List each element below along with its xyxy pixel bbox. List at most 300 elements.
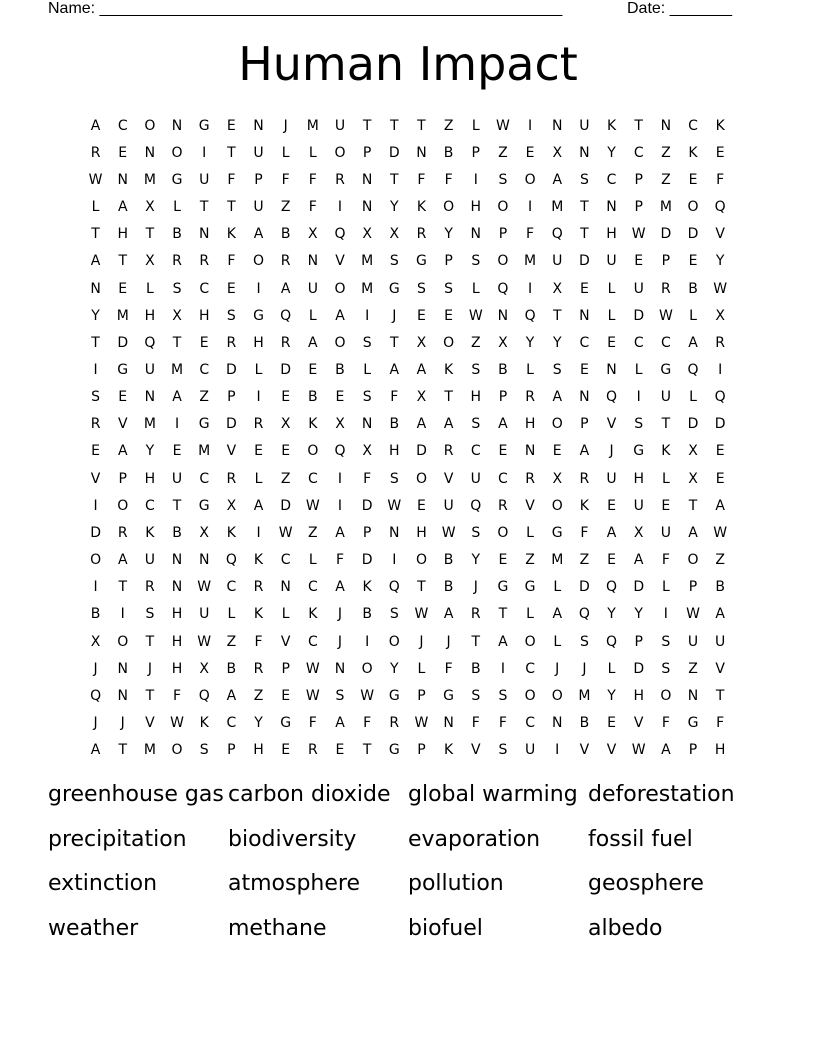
- grid-letter[interactable]: I: [256, 389, 261, 406]
- grid-letter[interactable]: M: [143, 171, 156, 188]
- grid-letter[interactable]: H: [470, 389, 482, 406]
- grid-letter[interactable]: K: [308, 606, 318, 623]
- grid-letter[interactable]: H: [198, 307, 210, 324]
- grid-letter[interactable]: G: [660, 361, 672, 378]
- grid-letter[interactable]: U: [334, 117, 346, 134]
- grid-letter[interactable]: L: [661, 470, 670, 487]
- grid-letter[interactable]: P: [498, 389, 508, 406]
- grid-letter[interactable]: T: [362, 742, 372, 759]
- grid-letter[interactable]: B: [470, 660, 481, 677]
- grid-letter[interactable]: R: [416, 226, 427, 243]
- grid-letter[interactable]: D: [687, 416, 699, 433]
- grid-letter[interactable]: A: [688, 334, 698, 351]
- grid-letter[interactable]: T: [118, 742, 128, 759]
- grid-letter[interactable]: J: [337, 633, 343, 650]
- grid-letter[interactable]: N: [144, 144, 156, 161]
- grid-letter[interactable]: F: [308, 171, 317, 188]
- grid-letter[interactable]: A: [579, 443, 590, 460]
- grid-letter[interactable]: I: [365, 633, 370, 650]
- grid-letter[interactable]: S: [498, 687, 508, 704]
- grid-letter[interactable]: C: [633, 144, 644, 161]
- grid-letter[interactable]: D: [117, 334, 129, 351]
- grid-letter[interactable]: W: [631, 226, 646, 243]
- grid-letter[interactable]: F: [308, 715, 317, 732]
- grid-letter[interactable]: F: [254, 633, 263, 650]
- grid-letter[interactable]: Q: [470, 497, 482, 514]
- grid-letter[interactable]: D: [633, 660, 645, 677]
- grid-letter[interactable]: E: [335, 742, 345, 759]
- grid-letter[interactable]: Y: [91, 307, 100, 324]
- grid-letter[interactable]: Y: [145, 443, 155, 460]
- grid-letter[interactable]: X: [90, 633, 101, 650]
- grid-letter[interactable]: O: [687, 552, 699, 569]
- grid-letter[interactable]: A: [90, 742, 101, 759]
- grid-letter[interactable]: E: [715, 470, 725, 487]
- grid-letter[interactable]: O: [524, 171, 536, 188]
- grid-letter[interactable]: E: [281, 687, 291, 704]
- grid-letter[interactable]: X: [416, 334, 427, 351]
- grid-letter[interactable]: O: [660, 687, 672, 704]
- grid-letter[interactable]: A: [552, 171, 563, 188]
- grid-letter[interactable]: E: [525, 144, 535, 161]
- grid-letter[interactable]: G: [171, 171, 183, 188]
- grid-letter[interactable]: G: [388, 687, 400, 704]
- grid-letter[interactable]: T: [227, 144, 236, 161]
- grid-letter[interactable]: W: [414, 715, 429, 732]
- grid-letter[interactable]: L: [308, 144, 317, 161]
- grid-letter[interactable]: O: [497, 253, 509, 270]
- grid-letter[interactable]: B: [389, 416, 400, 433]
- grid-letter[interactable]: F: [661, 552, 670, 569]
- grid-letter[interactable]: S: [444, 280, 454, 297]
- grid-letter[interactable]: F: [417, 171, 426, 188]
- grid-letter[interactable]: X: [416, 389, 427, 406]
- grid-letter[interactable]: F: [444, 171, 453, 188]
- grid-letter[interactable]: C: [525, 715, 535, 732]
- grid-letter[interactable]: Y: [607, 144, 616, 161]
- grid-letter[interactable]: N: [660, 117, 672, 134]
- grid-letter[interactable]: Y: [715, 253, 725, 270]
- grid-letter[interactable]: C: [606, 171, 617, 188]
- grid-letter[interactable]: U: [144, 361, 156, 378]
- grid-letter[interactable]: J: [555, 660, 560, 677]
- grid-letter[interactable]: A: [498, 416, 508, 433]
- grid-letter[interactable]: T: [172, 334, 182, 351]
- grid-letter[interactable]: E: [226, 117, 236, 134]
- grid-letter[interactable]: D: [225, 361, 237, 378]
- grid-letter[interactable]: M: [306, 117, 319, 134]
- grid-letter[interactable]: P: [661, 253, 671, 270]
- grid-letter[interactable]: Z: [525, 552, 535, 569]
- grid-letter[interactable]: T: [362, 117, 372, 134]
- grid-letter[interactable]: U: [524, 742, 536, 759]
- grid-letter[interactable]: U: [660, 389, 671, 406]
- grid-letter[interactable]: F: [716, 171, 725, 188]
- grid-letter[interactable]: V: [145, 715, 155, 732]
- grid-letter[interactable]: T: [417, 117, 426, 134]
- grid-letter[interactable]: U: [579, 117, 590, 134]
- grid-letter[interactable]: U: [253, 144, 264, 161]
- grid-letter[interactable]: K: [416, 199, 427, 216]
- grid-letter[interactable]: T: [145, 226, 155, 243]
- grid-letter[interactable]: O: [415, 470, 427, 487]
- grid-letter[interactable]: N: [144, 389, 156, 406]
- grid-letter[interactable]: S: [389, 470, 399, 487]
- grid-letter[interactable]: F: [363, 470, 372, 487]
- grid-letter[interactable]: R: [660, 280, 671, 297]
- grid-letter[interactable]: D: [660, 226, 672, 243]
- grid-letter[interactable]: V: [606, 416, 617, 433]
- grid-letter[interactable]: H: [524, 416, 536, 433]
- grid-letter[interactable]: Z: [226, 633, 237, 650]
- grid-letter[interactable]: L: [173, 199, 181, 216]
- grid-letter[interactable]: U: [307, 280, 318, 297]
- grid-letter[interactable]: K: [226, 524, 236, 541]
- grid-letter[interactable]: Y: [607, 606, 616, 623]
- grid-letter[interactable]: O: [334, 144, 346, 161]
- grid-letter[interactable]: C: [199, 280, 210, 297]
- grid-letter[interactable]: W: [387, 497, 402, 514]
- grid-letter[interactable]: W: [305, 497, 320, 514]
- grid-letter[interactable]: N: [606, 199, 617, 216]
- grid-letter[interactable]: E: [498, 552, 508, 569]
- grid-letter[interactable]: A: [552, 606, 563, 623]
- grid-letter[interactable]: F: [308, 199, 317, 216]
- grid-letter[interactable]: Y: [390, 199, 399, 216]
- grid-letter[interactable]: O: [171, 742, 183, 759]
- grid-letter[interactable]: C: [280, 552, 291, 569]
- grid-letter[interactable]: K: [199, 715, 209, 732]
- grid-letter[interactable]: X: [552, 470, 563, 487]
- grid-letter[interactable]: I: [93, 497, 98, 514]
- grid-letter[interactable]: N: [470, 226, 481, 243]
- grid-letter[interactable]: K: [579, 497, 589, 514]
- grid-letter[interactable]: A: [308, 334, 318, 351]
- grid-letter[interactable]: D: [90, 524, 101, 541]
- grid-letter[interactable]: N: [171, 579, 183, 596]
- grid-letter[interactable]: I: [337, 199, 343, 216]
- grid-letter[interactable]: E: [634, 253, 644, 270]
- grid-letter[interactable]: P: [417, 742, 426, 759]
- grid-letter[interactable]: F: [526, 226, 535, 243]
- grid-letter[interactable]: V: [633, 715, 644, 732]
- grid-letter[interactable]: B: [280, 226, 291, 243]
- grid-letter[interactable]: E: [417, 307, 426, 324]
- grid-letter[interactable]: J: [473, 579, 478, 596]
- grid-letter[interactable]: N: [524, 443, 536, 460]
- grid-letter[interactable]: E: [444, 307, 454, 324]
- grid-letter[interactable]: Q: [714, 199, 726, 216]
- grid-letter[interactable]: P: [634, 199, 643, 216]
- grid-letter[interactable]: H: [470, 199, 482, 216]
- grid-letter[interactable]: J: [337, 606, 343, 623]
- grid-letter[interactable]: N: [198, 552, 210, 569]
- grid-letter[interactable]: O: [524, 687, 536, 704]
- grid-letter[interactable]: K: [226, 226, 236, 243]
- grid-letter[interactable]: L: [526, 606, 534, 623]
- grid-letter[interactable]: K: [444, 361, 454, 378]
- grid-letter[interactable]: W: [713, 280, 728, 297]
- grid-letter[interactable]: I: [256, 524, 261, 541]
- grid-letter[interactable]: L: [227, 606, 236, 623]
- grid-letter[interactable]: D: [714, 416, 726, 433]
- grid-letter[interactable]: I: [528, 199, 533, 216]
- grid-letter[interactable]: P: [471, 144, 480, 161]
- grid-letter[interactable]: T: [91, 334, 100, 351]
- grid-letter[interactable]: E: [552, 443, 562, 460]
- grid-letter[interactable]: L: [661, 579, 670, 596]
- grid-letter[interactable]: D: [633, 307, 645, 324]
- grid-letter[interactable]: T: [580, 199, 589, 216]
- grid-letter[interactable]: O: [497, 524, 509, 541]
- grid-letter[interactable]: O: [307, 443, 319, 460]
- grid-letter[interactable]: V: [606, 742, 617, 759]
- grid-letter[interactable]: T: [417, 579, 426, 596]
- grid-letter[interactable]: Q: [90, 687, 102, 704]
- grid-letter[interactable]: F: [227, 171, 236, 188]
- grid-letter[interactable]: P: [688, 579, 698, 596]
- grid-letter[interactable]: A: [443, 416, 454, 433]
- grid-letter[interactable]: N: [361, 416, 373, 433]
- grid-letter[interactable]: G: [117, 361, 129, 378]
- grid-letter[interactable]: R: [280, 253, 291, 270]
- grid-letter[interactable]: F: [173, 687, 182, 704]
- grid-letter[interactable]: G: [443, 687, 455, 704]
- grid-letter[interactable]: K: [444, 742, 454, 759]
- grid-letter[interactable]: O: [551, 416, 563, 433]
- grid-letter[interactable]: W: [197, 579, 212, 596]
- grid-letter[interactable]: D: [633, 579, 645, 596]
- grid-letter[interactable]: W: [441, 524, 456, 541]
- grid-letter[interactable]: P: [227, 742, 236, 759]
- grid-letter[interactable]: L: [634, 361, 643, 378]
- grid-letter[interactable]: G: [198, 117, 210, 134]
- grid-letter[interactable]: Z: [688, 660, 698, 677]
- grid-letter[interactable]: C: [579, 334, 590, 351]
- grid-letter[interactable]: E: [335, 389, 345, 406]
- grid-letter[interactable]: N: [171, 552, 183, 569]
- grid-letter[interactable]: L: [553, 633, 562, 650]
- grid-letter[interactable]: H: [389, 443, 400, 460]
- grid-letter[interactable]: P: [634, 171, 643, 188]
- grid-letter[interactable]: Q: [334, 226, 346, 243]
- grid-letter[interactable]: Z: [661, 144, 671, 161]
- grid-letter[interactable]: C: [307, 633, 318, 650]
- grid-letter[interactable]: N: [443, 715, 454, 732]
- grid-letter[interactable]: T: [199, 199, 209, 216]
- grid-letter[interactable]: P: [444, 253, 453, 270]
- grid-letter[interactable]: S: [634, 416, 644, 433]
- grid-letter[interactable]: P: [417, 687, 426, 704]
- grid-letter[interactable]: U: [633, 280, 644, 297]
- grid-letter[interactable]: S: [498, 171, 508, 188]
- grid-letter[interactable]: B: [172, 226, 182, 243]
- grid-letter[interactable]: R: [307, 742, 318, 759]
- grid-letter[interactable]: B: [362, 606, 372, 623]
- grid-letter[interactable]: B: [443, 552, 454, 569]
- grid-letter[interactable]: Q: [524, 307, 536, 324]
- grid-letter[interactable]: U: [199, 606, 210, 623]
- grid-letter[interactable]: D: [225, 416, 237, 433]
- grid-letter[interactable]: U: [660, 524, 671, 541]
- grid-letter[interactable]: U: [715, 633, 726, 650]
- grid-letter[interactable]: N: [416, 144, 427, 161]
- grid-letter[interactable]: N: [687, 687, 699, 704]
- grid-letter[interactable]: O: [144, 117, 156, 134]
- grid-letter[interactable]: U: [443, 497, 454, 514]
- grid-letter[interactable]: U: [633, 497, 644, 514]
- grid-letter[interactable]: V: [90, 470, 101, 487]
- grid-letter[interactable]: L: [363, 361, 372, 378]
- grid-letter[interactable]: D: [280, 497, 292, 514]
- grid-letter[interactable]: N: [551, 117, 563, 134]
- grid-letter[interactable]: L: [526, 361, 534, 378]
- grid-letter[interactable]: N: [280, 579, 291, 596]
- grid-letter[interactable]: E: [498, 443, 508, 460]
- grid-letter[interactable]: L: [526, 524, 534, 541]
- grid-letter[interactable]: D: [416, 443, 427, 460]
- grid-letter[interactable]: C: [525, 660, 535, 677]
- grid-letter[interactable]: B: [715, 579, 725, 596]
- grid-letter[interactable]: S: [579, 633, 589, 650]
- grid-letter[interactable]: W: [496, 117, 510, 134]
- grid-letter[interactable]: L: [607, 660, 616, 677]
- grid-letter[interactable]: U: [606, 253, 617, 270]
- grid-letter[interactable]: R: [253, 660, 264, 677]
- grid-letter[interactable]: H: [171, 606, 183, 623]
- grid-letter[interactable]: T: [390, 334, 399, 351]
- grid-letter[interactable]: L: [91, 199, 100, 216]
- grid-letter[interactable]: Y: [390, 660, 399, 677]
- grid-letter[interactable]: T: [172, 497, 182, 514]
- grid-letter[interactable]: X: [362, 443, 372, 460]
- grid-letter[interactable]: X: [335, 416, 345, 433]
- grid-letter[interactable]: P: [634, 633, 643, 650]
- grid-letter[interactable]: E: [281, 742, 291, 759]
- grid-letter[interactable]: A: [552, 389, 563, 406]
- grid-letter[interactable]: C: [117, 117, 128, 134]
- grid-letter[interactable]: Y: [607, 687, 616, 704]
- grid-letter[interactable]: D: [361, 552, 373, 569]
- grid-letter[interactable]: F: [471, 715, 480, 732]
- grid-letter[interactable]: R: [715, 334, 726, 351]
- grid-letter[interactable]: E: [579, 361, 589, 378]
- grid-letter[interactable]: B: [443, 144, 454, 161]
- grid-letter[interactable]: N: [389, 524, 400, 541]
- grid-letter[interactable]: B: [688, 280, 698, 297]
- grid-letter[interactable]: X: [199, 660, 209, 677]
- grid-letter[interactable]: Z: [470, 334, 481, 351]
- grid-letter[interactable]: S: [145, 606, 155, 623]
- grid-letter[interactable]: T: [471, 633, 481, 650]
- grid-letter[interactable]: V: [335, 253, 345, 270]
- grid-letter[interactable]: F: [498, 715, 507, 732]
- grid-letter[interactable]: S: [661, 660, 671, 677]
- grid-letter[interactable]: H: [633, 470, 644, 487]
- grid-letter[interactable]: T: [118, 253, 128, 270]
- grid-letter[interactable]: X: [552, 144, 563, 161]
- grid-letter[interactable]: S: [362, 334, 372, 351]
- grid-letter[interactable]: T: [661, 416, 671, 433]
- grid-letter[interactable]: K: [715, 117, 725, 134]
- grid-letter[interactable]: H: [714, 742, 726, 759]
- grid-letter[interactable]: H: [171, 660, 183, 677]
- grid-letter[interactable]: S: [199, 742, 209, 759]
- grid-letter[interactable]: T: [91, 226, 100, 243]
- grid-letter[interactable]: F: [716, 715, 725, 732]
- grid-letter[interactable]: Z: [498, 144, 508, 161]
- grid-letter[interactable]: Y: [444, 226, 453, 243]
- grid-letter[interactable]: J: [446, 633, 451, 650]
- grid-letter[interactable]: H: [144, 470, 156, 487]
- grid-letter[interactable]: Q: [606, 579, 618, 596]
- grid-letter[interactable]: X: [715, 307, 725, 324]
- grid-letter[interactable]: M: [143, 416, 156, 433]
- grid-letter[interactable]: R: [117, 524, 128, 541]
- grid-letter[interactable]: W: [686, 606, 700, 623]
- grid-letter[interactable]: E: [715, 144, 725, 161]
- grid-letter[interactable]: U: [199, 171, 210, 188]
- grid-letter[interactable]: L: [553, 579, 562, 596]
- grid-letter[interactable]: C: [226, 579, 237, 596]
- grid-letter[interactable]: Q: [606, 633, 618, 650]
- grid-letter[interactable]: C: [199, 361, 210, 378]
- grid-letter[interactable]: J: [93, 715, 98, 732]
- grid-letter[interactable]: C: [145, 497, 155, 514]
- grid-letter[interactable]: X: [308, 226, 318, 243]
- grid-letter[interactable]: O: [443, 199, 455, 216]
- grid-letter[interactable]: E: [579, 280, 589, 297]
- grid-letter[interactable]: Z: [280, 470, 291, 487]
- grid-letter[interactable]: I: [93, 579, 98, 596]
- grid-letter[interactable]: V: [280, 633, 291, 650]
- grid-letter[interactable]: A: [416, 361, 427, 378]
- grid-letter[interactable]: D: [579, 253, 590, 270]
- grid-letter[interactable]: N: [198, 226, 210, 243]
- grid-letter[interactable]: S: [471, 416, 481, 433]
- grid-letter[interactable]: E: [308, 361, 318, 378]
- grid-letter[interactable]: A: [335, 579, 345, 596]
- grid-letter[interactable]: S: [362, 389, 372, 406]
- grid-letter[interactable]: I: [202, 144, 207, 161]
- grid-letter[interactable]: A: [335, 524, 345, 541]
- grid-letter[interactable]: T: [715, 687, 725, 704]
- grid-letter[interactable]: T: [118, 579, 128, 596]
- grid-letter[interactable]: V: [443, 470, 454, 487]
- grid-letter[interactable]: U: [552, 253, 563, 270]
- grid-letter[interactable]: Z: [443, 117, 454, 134]
- grid-letter[interactable]: R: [335, 171, 345, 188]
- grid-letter[interactable]: A: [90, 253, 101, 270]
- grid-letter[interactable]: R: [253, 416, 264, 433]
- grid-letter[interactable]: X: [280, 416, 291, 433]
- grid-letter[interactable]: O: [551, 497, 563, 514]
- grid-letter[interactable]: C: [660, 334, 671, 351]
- grid-letter[interactable]: Y: [471, 552, 481, 569]
- grid-letter[interactable]: X: [498, 334, 508, 351]
- grid-letter[interactable]: E: [688, 253, 698, 270]
- grid-letter[interactable]: P: [362, 524, 372, 541]
- grid-letter[interactable]: E: [118, 389, 128, 406]
- grid-letter[interactable]: N: [171, 117, 183, 134]
- grid-letter[interactable]: C: [199, 470, 210, 487]
- grid-letter[interactable]: X: [389, 226, 400, 243]
- grid-letter[interactable]: I: [500, 660, 505, 677]
- grid-letter[interactable]: C: [633, 334, 644, 351]
- grid-letter[interactable]: O: [117, 497, 129, 514]
- grid-letter[interactable]: Q: [714, 389, 726, 406]
- grid-letter[interactable]: M: [551, 552, 564, 569]
